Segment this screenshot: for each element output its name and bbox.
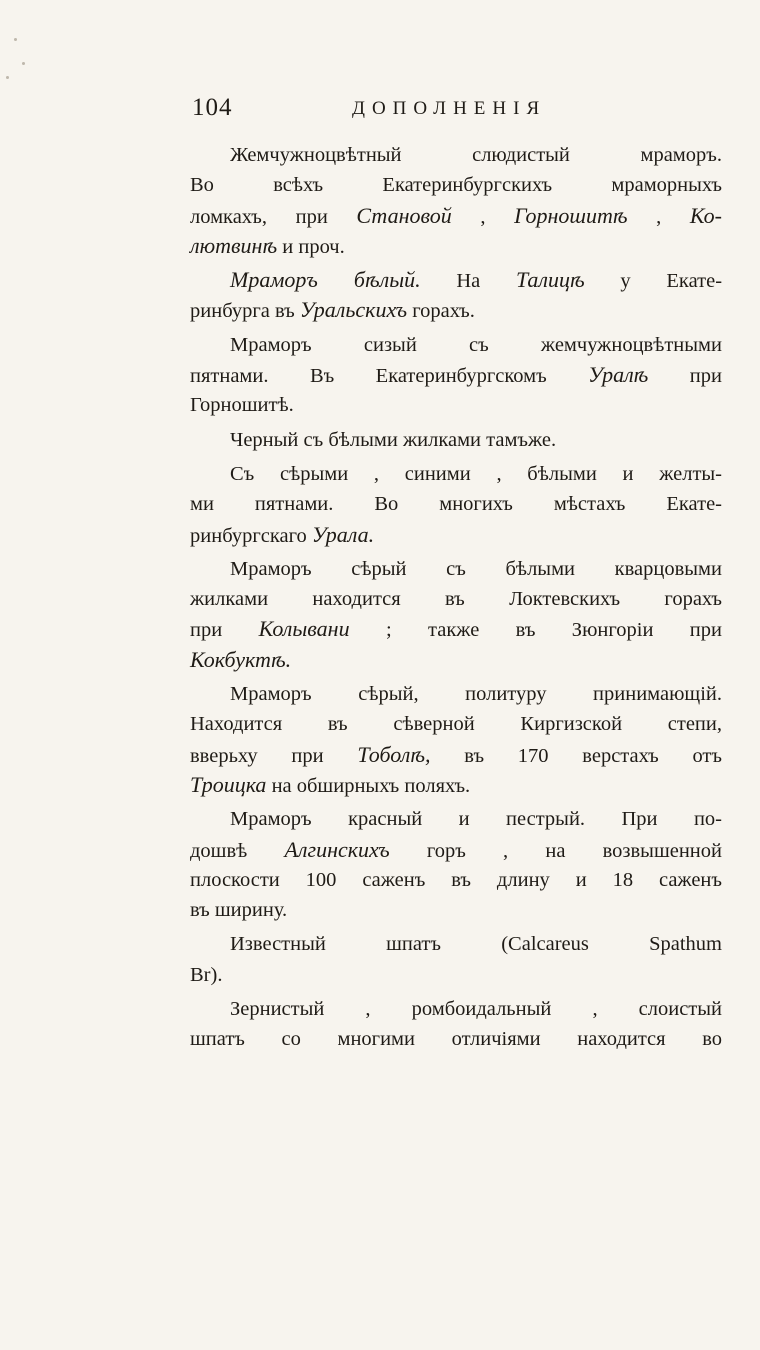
page-number: 104	[192, 94, 233, 121]
running-head: ДОПОЛНЕНІЯ	[352, 98, 547, 119]
text-line	[190, 390, 722, 420]
page-header	[192, 94, 722, 130]
text-run: и проч.	[277, 235, 345, 258]
text-line	[190, 709, 722, 739]
text-run: жилками находится въ Локтевскихъ горахъ	[190, 588, 722, 611]
paper-speck	[6, 76, 9, 79]
text-run: вверьху при	[190, 744, 358, 767]
italic-text: Алгинскихъ	[284, 836, 390, 862]
text-line	[190, 425, 722, 455]
text-line	[190, 770, 722, 800]
text-line	[190, 804, 722, 834]
text-line	[190, 895, 722, 925]
text-run: Зернистый , ромбоидальный , слоистый	[230, 998, 722, 1021]
text-run: Мраморъ сизый съ жемчужноцвѣтными	[230, 333, 722, 356]
italic-text: Становой	[356, 202, 452, 228]
italic-text: Урала.	[311, 521, 375, 547]
text-line	[190, 614, 722, 644]
text-line	[190, 489, 722, 519]
italic-text: лютвинѣ	[190, 232, 278, 258]
italic-text: Уралѣ	[588, 362, 649, 388]
text-line	[190, 584, 722, 614]
text-run: въ ширину.	[190, 899, 288, 922]
italic-text: Ко-	[689, 202, 723, 228]
text-run: Br).	[190, 963, 223, 986]
text-run: ,	[627, 205, 690, 228]
text-run: у Екате-	[584, 270, 723, 293]
text-run: ; также въ Зюнгоріи при	[349, 619, 722, 642]
text-run: Мраморъ сѣрый съ бѣлыми кварцовыми	[230, 557, 722, 580]
text-line	[190, 295, 722, 325]
text-run: Жемчужноцвѣтный слюдистый мраморъ.	[230, 144, 722, 166]
paper-speck	[22, 62, 25, 65]
text-run: дошвѣ	[190, 839, 285, 862]
text-run: Во всѣхъ Екатеринбургскихъ мраморныхъ	[190, 174, 722, 197]
text-line	[190, 201, 722, 231]
italic-text: Горношитѣ	[514, 202, 628, 228]
italic-text: Кокбуктѣ.	[190, 646, 292, 672]
body-text	[190, 140, 722, 1055]
text-line	[190, 645, 722, 675]
text-run: Мраморъ красный и пестрый. При по-	[230, 808, 722, 831]
text-line	[190, 140, 722, 170]
text-run: Черный съ бѣлыми жилками тамъже.	[230, 428, 557, 451]
text-run: ринбургскаго	[190, 524, 312, 547]
italic-text: Троицка	[190, 771, 267, 797]
text-line	[190, 330, 722, 360]
text-line	[190, 740, 722, 770]
text-run: ,	[451, 205, 515, 228]
text-line	[190, 994, 722, 1024]
text-line	[190, 835, 722, 865]
text-line	[190, 679, 722, 709]
text-run: при	[648, 365, 722, 388]
italic-text: Тоболѣ,	[357, 741, 431, 767]
text-run: Горношитѣ.	[190, 394, 294, 417]
text-line	[190, 865, 722, 895]
text-line	[190, 554, 722, 584]
text-run: ринбурга въ	[190, 300, 300, 323]
italic-text: Уральскихъ	[299, 297, 408, 323]
text-line	[190, 459, 722, 489]
text-run: На	[420, 270, 516, 293]
italic-text: Мраморъ бѣлый.	[230, 267, 421, 293]
text-line	[190, 265, 722, 295]
text-run: Мраморъ сѣрый, политуру принимающій.	[230, 683, 722, 706]
text-line	[190, 929, 722, 959]
text-run: шпатъ со многими отличіями находится во	[190, 1028, 722, 1051]
text-run: Находится въ сѣверной Киргизской степи,	[190, 713, 722, 736]
text-line	[190, 960, 722, 990]
text-line	[190, 170, 722, 200]
text-line	[190, 360, 722, 390]
text-run: ломкахъ, при	[190, 205, 357, 228]
paper-speck	[14, 38, 17, 41]
text-run: на обширныхъ поляхъ.	[266, 774, 471, 797]
text-line	[190, 520, 722, 550]
italic-text: Колывани	[258, 616, 350, 642]
text-run: Съ сѣрыми , синими , бѣлыми и желты-	[230, 462, 722, 485]
text-run: ми пятнами. Во многихъ мѣстахъ Екате-	[190, 493, 722, 516]
italic-text: Талицѣ	[515, 267, 585, 293]
text-run: при	[190, 619, 259, 642]
text-line	[190, 1024, 722, 1054]
text-line	[190, 231, 722, 261]
text-run: плоскости 100 саженъ въ длину и 18 саженъ	[190, 868, 722, 891]
text-run: Известный шпатъ (Calcareus Spathum	[230, 933, 722, 956]
text-run: горахъ.	[407, 300, 475, 323]
text-run: горъ , на возвышенной	[389, 839, 722, 862]
text-run: въ 170 верстахъ отъ	[430, 744, 722, 767]
text-run: пятнами. Въ Екатеринбургскомъ	[190, 365, 589, 388]
